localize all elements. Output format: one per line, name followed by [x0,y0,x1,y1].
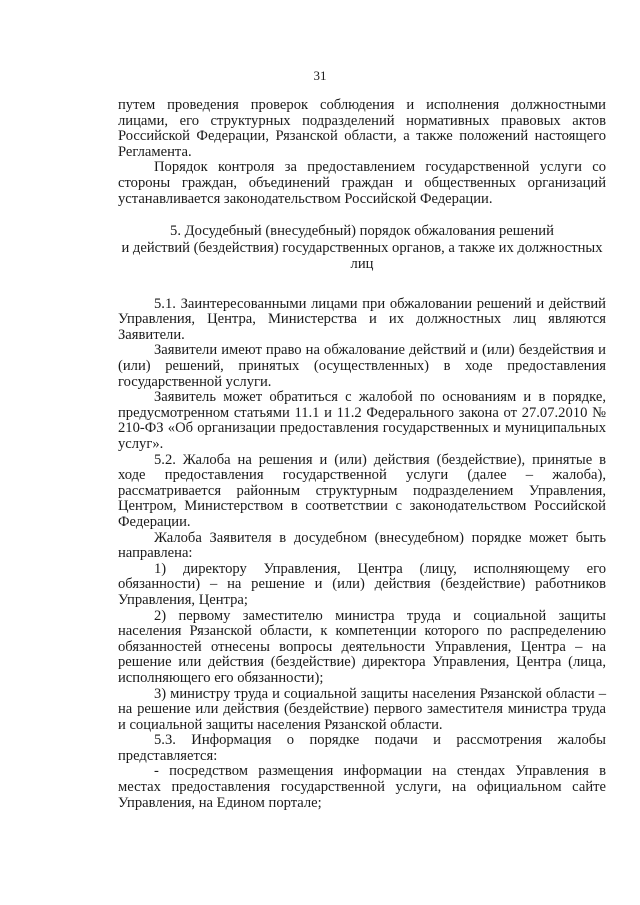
paragraph: 5.2. Жалоба на решения и (или) действия (бездействие), принятые в ходе предоставления государственной услуги (далее – жалоба), рассматривается районным структурным подразделением Управления, Центром, Министерством в соответствии с законодательством Российской Федерации. [118,451,606,530]
list-item: 1) директору Управления, Центра (лицу, исполняющему его обязанности) – на решение и (или) действия (бездействие) работников Управления, Центра; [118,560,606,608]
list-item: - посредством размещения информации на стендах Управления в местах предоставления государственной услуги, на официальном сайте Управления, на Едином портале; [118,763,606,811]
paragraph: Порядок контроля за предоставлением государственной услуги со стороны граждан, объединений граждан и общественных организаций устанавливается законодательством Российской Федерации. [118,159,606,207]
paragraph: 5.1. Заинтересованными лицами при обжаловании решений и действий Управления, Центра, Министерства и их должностных лиц являются Заявители. [118,295,606,343]
list-item: 3) министру труда и социальной защиты населения Рязанской области – на решение или действия (бездействие) первого заместителя министра труда и социальной защиты населения Рязанской области. [118,685,606,733]
list-item: 2) первому заместителю министра труда и социальной защиты населения Рязанской области, к компетенции которого по распределению обязанностей отнесены вопросы деятельности Управления, Центра – на решение или действия (бездействие) директора Управления, Центра (лица, исполняющего его обязанности); [118,607,606,686]
paragraph: Жалоба Заявителя в досудебном (внесудебном) порядке может быть направлена: [118,529,606,562]
section-heading-line: лиц [350,256,374,273]
section-heading [118,223,606,273]
section-heading-line: 5. Досудебный (внесудебный) порядок обжалования решений [170,223,554,240]
section-heading-line: и действий (бездействия) государственных органов, а также их должностных [121,239,603,256]
paragraph: путем проведения проверок соблюдения и исполнения должностными лицами, его структурных подразделений нормативных правовых актов Российской Федерации, Рязанской области, а также положений настоящего Регламента. [118,97,606,160]
paragraph: Заявители имеют право на обжалование действий и (или) бездействия и (или) решений, принятых (осуществленных) в ходе предоставления государственной услуги. [118,342,606,390]
paragraph: 5.3. Информация о порядке подачи и рассмотрения жалобы представляется: [118,732,606,764]
paragraph: Заявитель может обратиться с жалобой по основаниям и в порядке, предусмотренном статьями 11.1 и 11.2 Федерального закона от 27.07.2010 № 210-ФЗ «Об организации предоставления государственных и муниципальных услуг». [118,389,606,452]
page-number: 31 [313,68,327,83]
document-body [118,98,606,811]
